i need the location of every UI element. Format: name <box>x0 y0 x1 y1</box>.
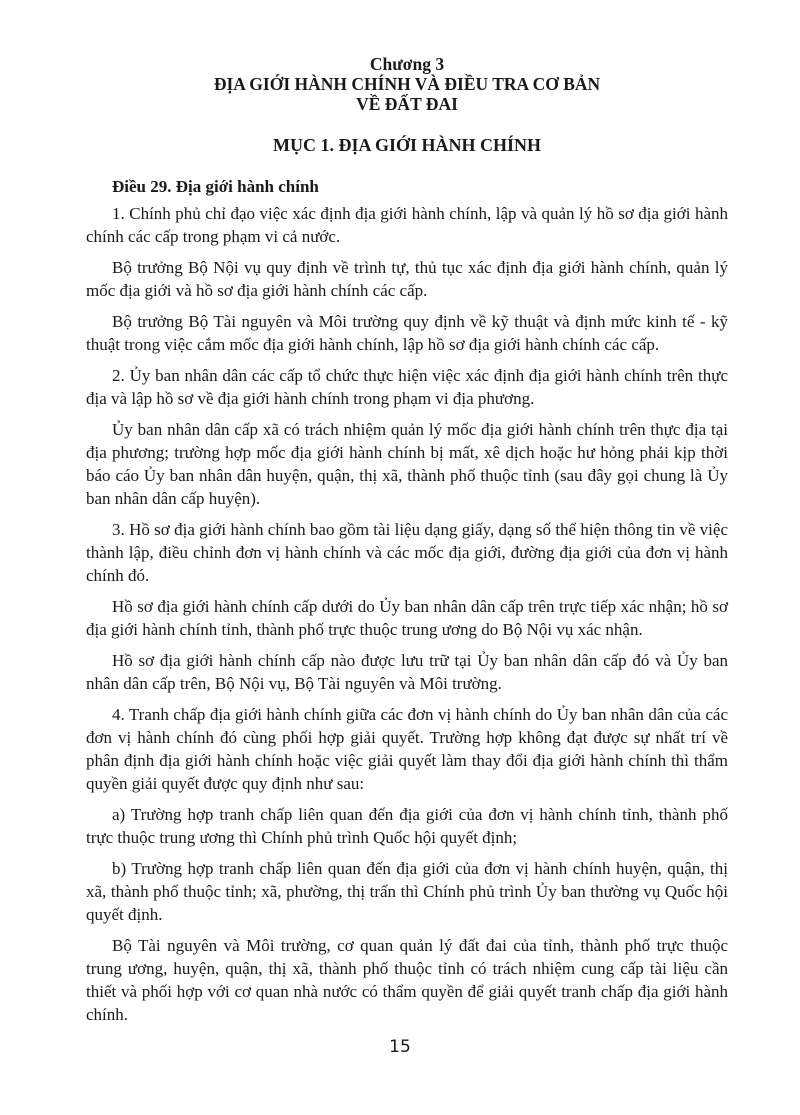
chapter-number: Chương 3 <box>369 54 445 74</box>
chapter-title-line-1: ĐỊA GIỚI HÀNH CHÍNH VÀ ĐIỀU TRA CƠ BẢN <box>213 74 601 94</box>
paragraph-5: Ủy ban nhân dân cấp xã có trách nhiệm quản lý mốc địa giới hành chính trên thực địa tại địa phương; trường hợp mốc địa giới hành chính bị mất, xê dịch hoặc hư hỏng phải kịp thời báo cáo Ủy ban nhân dân huyện, quận, thị xã, thành phố thuộc tỉnh (sau đây gọi chung là Ủy ban nhân dân cấp huyện). <box>86 420 728 508</box>
paragraph-12: Bộ Tài nguyên và Môi trường, cơ quan quản lý đất đai của tỉnh, thành phố trực thuộc trung ương, huyện, quận, thị xã, thành phố thuộc tỉnh có trách nhiệm cung cấp tài liệu cần thiết và phối hợp với cơ quan nhà nước có thẩm quyền để giải quyết tranh chấp địa giới hành chính. <box>86 936 728 1024</box>
article-heading: Điều 29. Địa giới hành chính <box>112 177 319 196</box>
paragraph-11: b) Trường hợp tranh chấp liên quan đến địa giới của đơn vị hành chính huyện, quận, thị xã, thành phố thuộc tỉnh; xã, phường, thị trấn thì Chính phủ trình Ủy ban thường vụ Quốc hội quyết định. <box>86 859 728 924</box>
paragraph-1: 1. Chính phủ chỉ đạo việc xác định địa giới hành chính, lập và quản lý hồ sơ địa giới hành chính các cấp trong phạm vi cả nước. <box>86 204 728 246</box>
paragraph-10: a) Trường hợp tranh chấp liên quan đến địa giới của đơn vị hành chính tỉnh, thành phố trực thuộc trung ương thì Chính phủ trình Quốc hội quyết định; <box>86 805 728 847</box>
paragraph-3: Bộ trưởng Bộ Tài nguyên và Môi trường quy định về kỹ thuật và định mức kinh tế - kỹ thuật trong việc cắm mốc địa giới hành chính, lập hồ sơ địa giới hành chính các cấp. <box>86 312 728 354</box>
paragraph-8: Hồ sơ địa giới hành chính cấp nào được lưu trữ tại Ủy ban nhân dân cấp đó và Ủy ban nhân dân cấp trên, Bộ Nội vụ, Bộ Tài nguyên và Môi trường. <box>86 651 728 693</box>
paragraph-4: 2. Ủy ban nhân dân các cấp tổ chức thực hiện việc xác định địa giới hành chính trên thực địa và lập hồ sơ về địa giới hành chính trong phạm vi địa phương. <box>86 366 728 408</box>
paragraph-7: Hồ sơ địa giới hành chính cấp dưới do Ủy ban nhân dân cấp trên trực tiếp xác nhận; hồ sơ địa giới hành chính tỉnh, thành phố trực thuộc trung ương do Bộ Nội vụ xác nhận. <box>86 597 728 639</box>
paragraph-9: 4. Tranh chấp địa giới hành chính giữa các đơn vị hành chính do Ủy ban nhân dân của các đơn vị hành chính đó cùng phối hợp giải quyết. Trường hợp không đạt được sự nhất trí về phân định địa giới hành chính hoặc việc giải quyết làm thay đổi địa giới hành chính thì thẩm quyền giải quyết được quy định như sau: <box>86 705 728 793</box>
chapter-title-line-2: VỀ ĐẤT ĐAI <box>356 94 458 114</box>
paragraph-6: 3. Hồ sơ địa giới hành chính bao gồm tài liệu dạng giấy, dạng số thể hiện thông tin về việc thành lập, điều chỉnh đơn vị hành chính và các mốc địa giới, đường địa giới của đơn vị hành chính đó. <box>86 520 728 585</box>
page-number: 15 <box>389 1037 411 1057</box>
article-body <box>86 202 728 1026</box>
section-heading: MỤC 1. ĐỊA GIỚI HÀNH CHÍNH <box>272 135 541 155</box>
chapter-heading <box>86 54 728 114</box>
paragraph-2: Bộ trưởng Bộ Nội vụ quy định về trình tự, thủ tục xác định địa giới hành chính, quản lý mốc địa giới và hồ sơ địa giới hành chính các cấp. <box>86 258 728 300</box>
